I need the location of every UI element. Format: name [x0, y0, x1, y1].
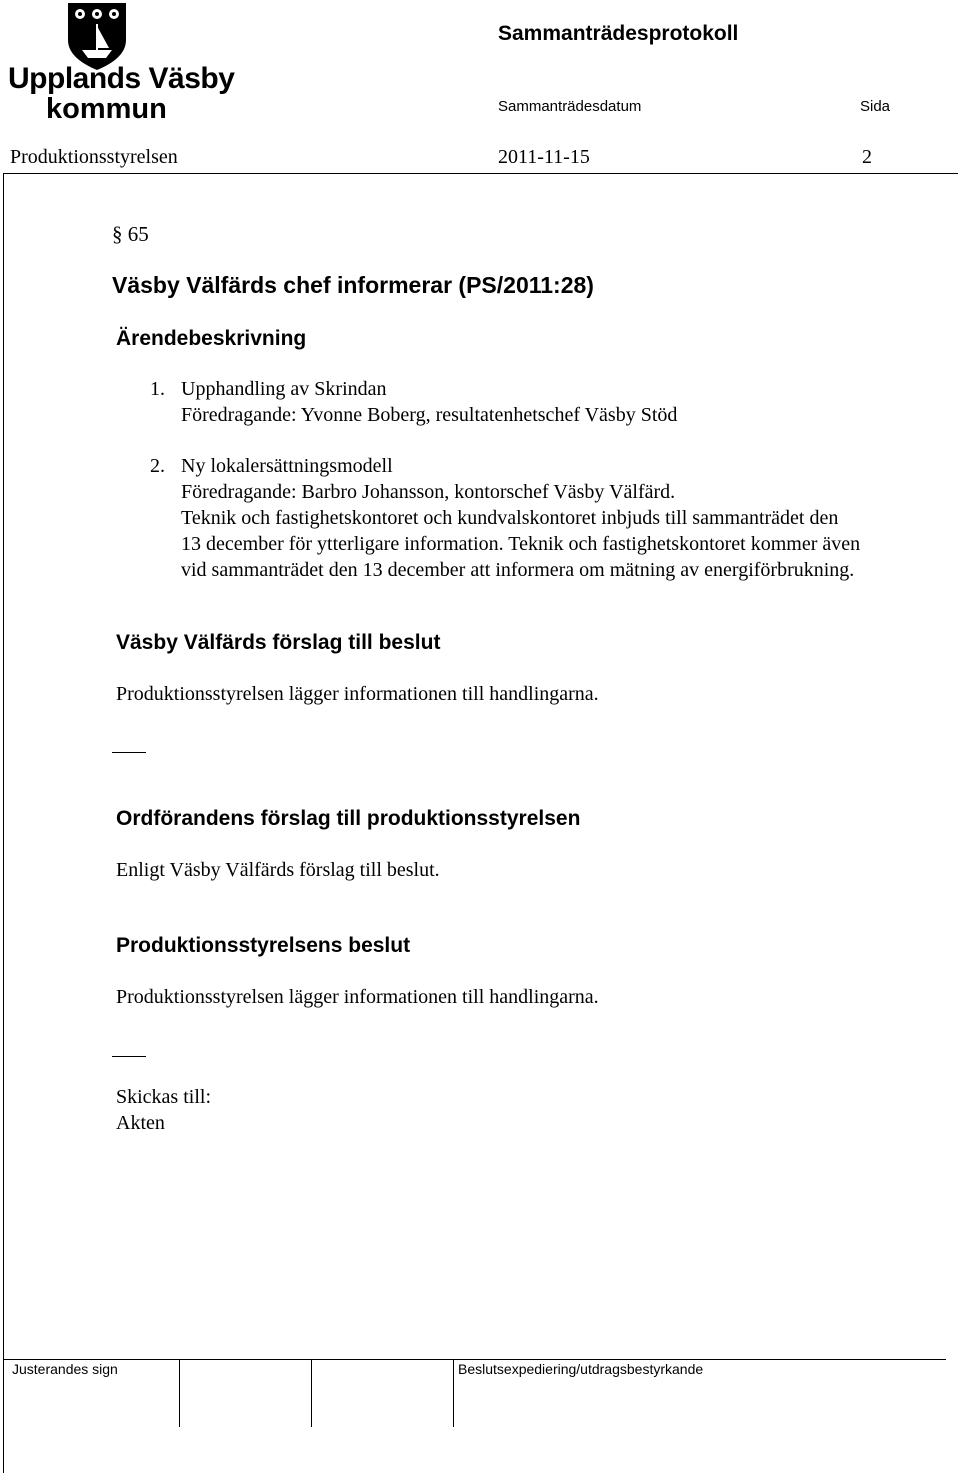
case-title: Väsby Välfärds chef informerar (PS/2011:28) — [112, 272, 594, 298]
paragraph-number: § 65 — [112, 222, 149, 246]
list-item-line: vid sammanträdet den 13 december att informera om mätning av energiförbrukning. — [181, 559, 855, 581]
organ-name: Produktionsstyrelsen — [10, 146, 178, 168]
list-item — [181, 376, 677, 428]
sent-to-label: Skickas till: — [116, 1086, 211, 1108]
list-number: 2. — [150, 455, 165, 477]
signature-label: Justerandes sign — [12, 1361, 118, 1377]
footer-rule — [3, 1359, 946, 1360]
list-item-line: 13 december för ytterligare information. Teknik och fastighetskontoret kommer även — [181, 533, 861, 555]
meeting-date: 2011-11-15 — [498, 146, 590, 168]
proposal-text: Produktionsstyrelsen lägger informationen till handlingarna. — [116, 683, 599, 705]
list-item — [181, 453, 860, 583]
municipality-logo — [8, 0, 235, 128]
chair-proposal-text: Enligt Väsby Välfärds förslag till beslut. — [116, 859, 440, 881]
page-number: 2 — [862, 146, 872, 168]
signature-box-divider — [179, 1359, 180, 1427]
list-item-line: Föredragande: Barbro Johansson, kontorschef Väsby Välfärd. — [181, 481, 676, 503]
separator-dash — [112, 1056, 146, 1057]
section-heading-proposal: Väsby Välfärds förslag till beslut — [116, 631, 441, 654]
decision-text: Produktionsstyrelsen lägger informationen till handlingarna. — [116, 986, 599, 1008]
logo-text-line2: kommun — [46, 93, 167, 125]
signature-box-divider — [453, 1359, 454, 1427]
list-item-line: Föredragande: Yvonne Boberg, resultatenhetschef Väsby Stöd — [181, 404, 678, 426]
section-heading-chair-proposal: Ordförandens förslag till produktionsstyrelsen — [116, 807, 581, 830]
dispatch-label: Beslutsexpediering/utdragsbestyrkande — [458, 1361, 704, 1377]
page-label: Sida — [860, 98, 891, 115]
list-number: 1. — [150, 378, 165, 400]
list-item-line: Ny lokalersättningsmodell — [181, 455, 393, 477]
separator-dash — [112, 752, 146, 753]
logo-text-line1: Upplands Väsby — [8, 62, 235, 95]
signature-box-divider — [311, 1359, 312, 1427]
sent-to-value: Akten — [116, 1112, 165, 1134]
document-title: Sammanträdesprotokoll — [498, 22, 739, 45]
left-border — [3, 173, 4, 1473]
section-heading-decision: Produktionsstyrelsens beslut — [116, 934, 411, 957]
date-label: Sammanträdesdatum — [498, 98, 642, 115]
list-item-line: Upphandling av Skrindan — [181, 378, 387, 400]
list-item-line: Teknik och fastighetskontoret och kundvalskontoret inbjuds till sammanträdet den — [181, 507, 839, 529]
section-heading-description: Ärendebeskrivning — [116, 327, 307, 350]
header-rule — [3, 173, 958, 174]
